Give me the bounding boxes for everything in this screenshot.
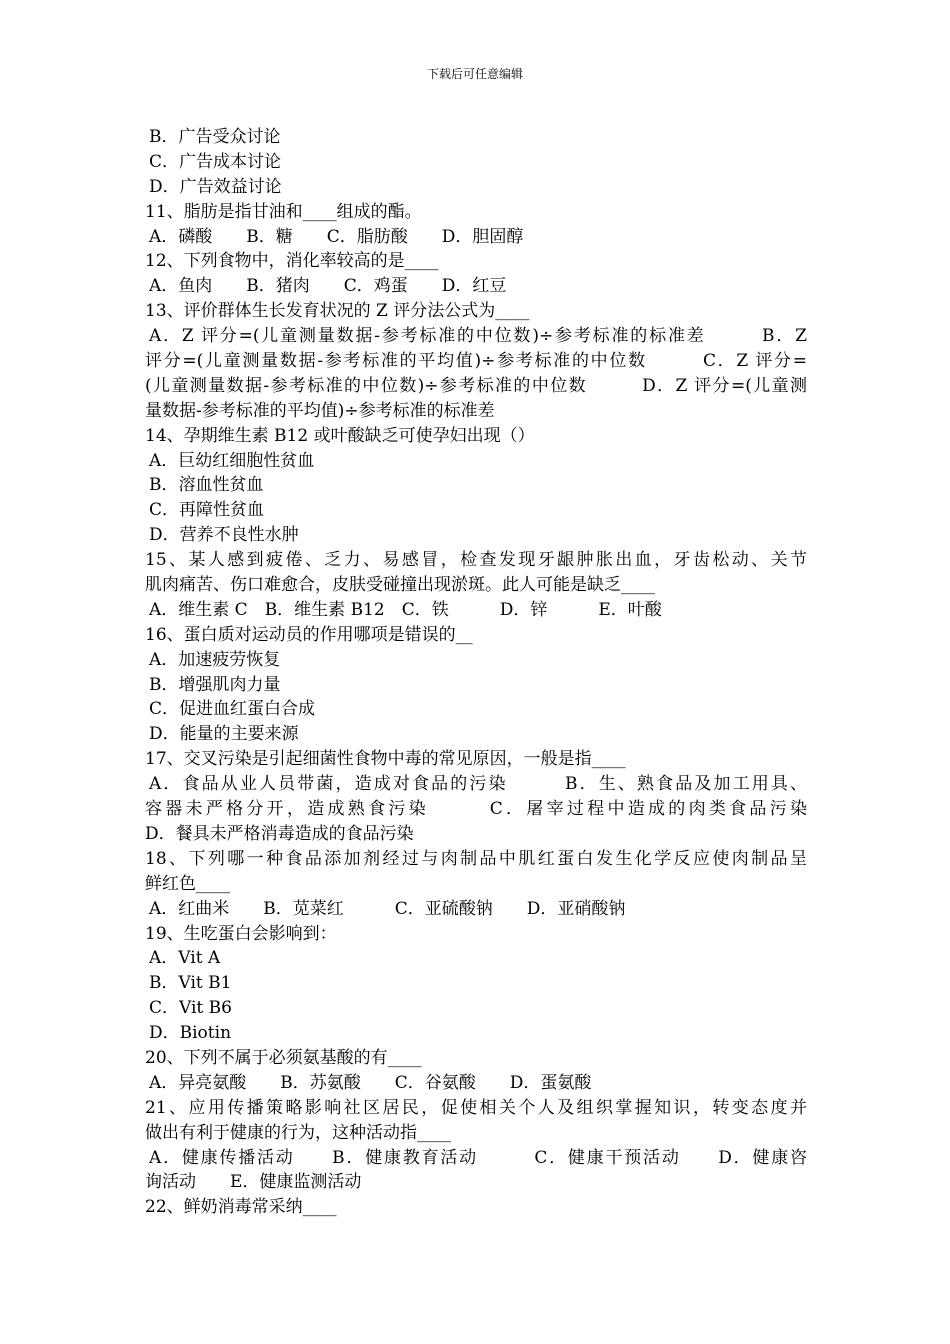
answer-options-line: A．异亮氨酸 B．苏氨酸 C．谷氨酸 D．蛋氨酸	[149, 1072, 592, 1093]
page-header: 下载后可任意编辑	[426, 67, 523, 81]
text-line: 容器未严格分开，造成熟食污染 C．屠宰过程中造成的肉类食品污染	[145, 799, 807, 820]
answer-options-line: D．广告效益讨论	[149, 176, 282, 197]
text-line: 15、某人感到疲倦、乏力、易感冒，检查发现牙龈肿胀出血，牙齿松动、关节	[145, 550, 807, 571]
answer-options-line: A．食品从业人员带菌，造成对食品的污染 B．生、熟食品及加工用具、	[149, 774, 807, 795]
answer-options-line: A．鱼肉 B．猪肉 C．鸡蛋 D．红豆	[149, 276, 507, 297]
document-body	[145, 125, 807, 1220]
answer-options-line: C．再障性贫血	[149, 500, 265, 521]
question-line: 肌肉痛苦、伤口难愈合，皮肤受碰撞出现淤斑。此人可能是缺乏____	[145, 575, 655, 596]
answer-options-line: C．广告成本讨论	[149, 151, 282, 172]
question-line: 12、下列食物中，消化率较高的是____	[145, 251, 439, 272]
question-line: 14、孕期维生素 B12 或叶酸缺乏可使孕妇出现（）	[145, 425, 535, 446]
question-line: 17、交叉污染是引起细菌性食物中毒的常见原因，一般是指____	[145, 749, 626, 770]
answer-options-line: A．巨幼红细胞性贫血	[149, 450, 315, 471]
text-line: (儿童测量数据-参考标准的中位数)÷参考标准的中位数 D．Z 评分=(儿童测	[145, 375, 807, 396]
answer-options-line: B．广告受众讨论	[149, 127, 281, 147]
answer-options-line: C．Vit B6	[149, 998, 232, 1019]
answer-options-line: D．营养不良性水肿	[149, 525, 299, 546]
question-line: 做出有利于健康的行为，这种活动指____	[145, 1122, 451, 1143]
answer-options-line: C．促进血红蛋白合成	[149, 699, 316, 720]
question-line: 13、评价群体生长发育状况的 Z 评分法公式为____	[145, 301, 530, 322]
text-line: 21、应用传播策略影响社区居民，促使相关个人及组织掌握知识，转变态度并	[145, 1097, 807, 1118]
question-line: 量数据-参考标准的平均值)÷参考标准的标准差	[145, 400, 495, 421]
answer-options-line: B．增强肌肉力量	[149, 674, 281, 695]
question-line: 22、鲜奶消毒常采纳____	[145, 1197, 337, 1218]
question-line: 16、蛋白质对运动员的作用哪项是错误的__	[145, 624, 473, 645]
answer-options-line: A．Z 评分=(儿童测量数据-参考标准的中位数)÷参考标准的标准差 B．Z	[149, 326, 807, 347]
text-line: 18、下列哪一种食品添加剂经过与肉制品中肌红蛋白发生化学反应使肉制品呈	[145, 848, 807, 869]
answer-options-line: B．Vit B1	[149, 973, 232, 994]
text-line: 评分=(儿童测量数据-参考标准的平均值)÷参考标准的中位数 C．Z 评分=	[145, 351, 807, 372]
answer-options-line: A．健康传播活动 B．健康教育活动 C．健康干预活动 D．健康咨	[149, 1147, 807, 1168]
answer-options-line: A．加速疲劳恢复	[149, 649, 281, 670]
question-line: D．餐具未严格消毒造成的食品污染	[145, 823, 414, 844]
answer-options-line: B．溶血性贫血	[149, 475, 264, 496]
question-line: 20、下列不属于必须氨基酸的有____	[145, 1047, 422, 1068]
answer-options-line: D．能量的主要来源	[149, 724, 299, 745]
question-line: 11、脂肪是指甘油和____组成的酯。	[145, 201, 422, 222]
answer-options-line: A．Vit A	[149, 948, 221, 969]
question-line: 19、生吃蛋白会影响到：	[145, 923, 337, 944]
question-line: 鲜红色____	[145, 873, 230, 894]
answer-options-line: A．维生素 C B．维生素 B12 C．铁 D．锌 E．叶酸	[149, 599, 662, 620]
question-line: 询活动 E．健康监测活动	[145, 1172, 362, 1193]
answer-options-line: A．磷酸 B．糖 C．脂肪酸 D．胆固醇	[149, 226, 524, 247]
answer-options-line: D．Biotin	[149, 1023, 232, 1044]
answer-options-line: A．红曲米 B．苋菜红 C．亚硫酸钠 D．亚硝酸钠	[149, 898, 626, 919]
